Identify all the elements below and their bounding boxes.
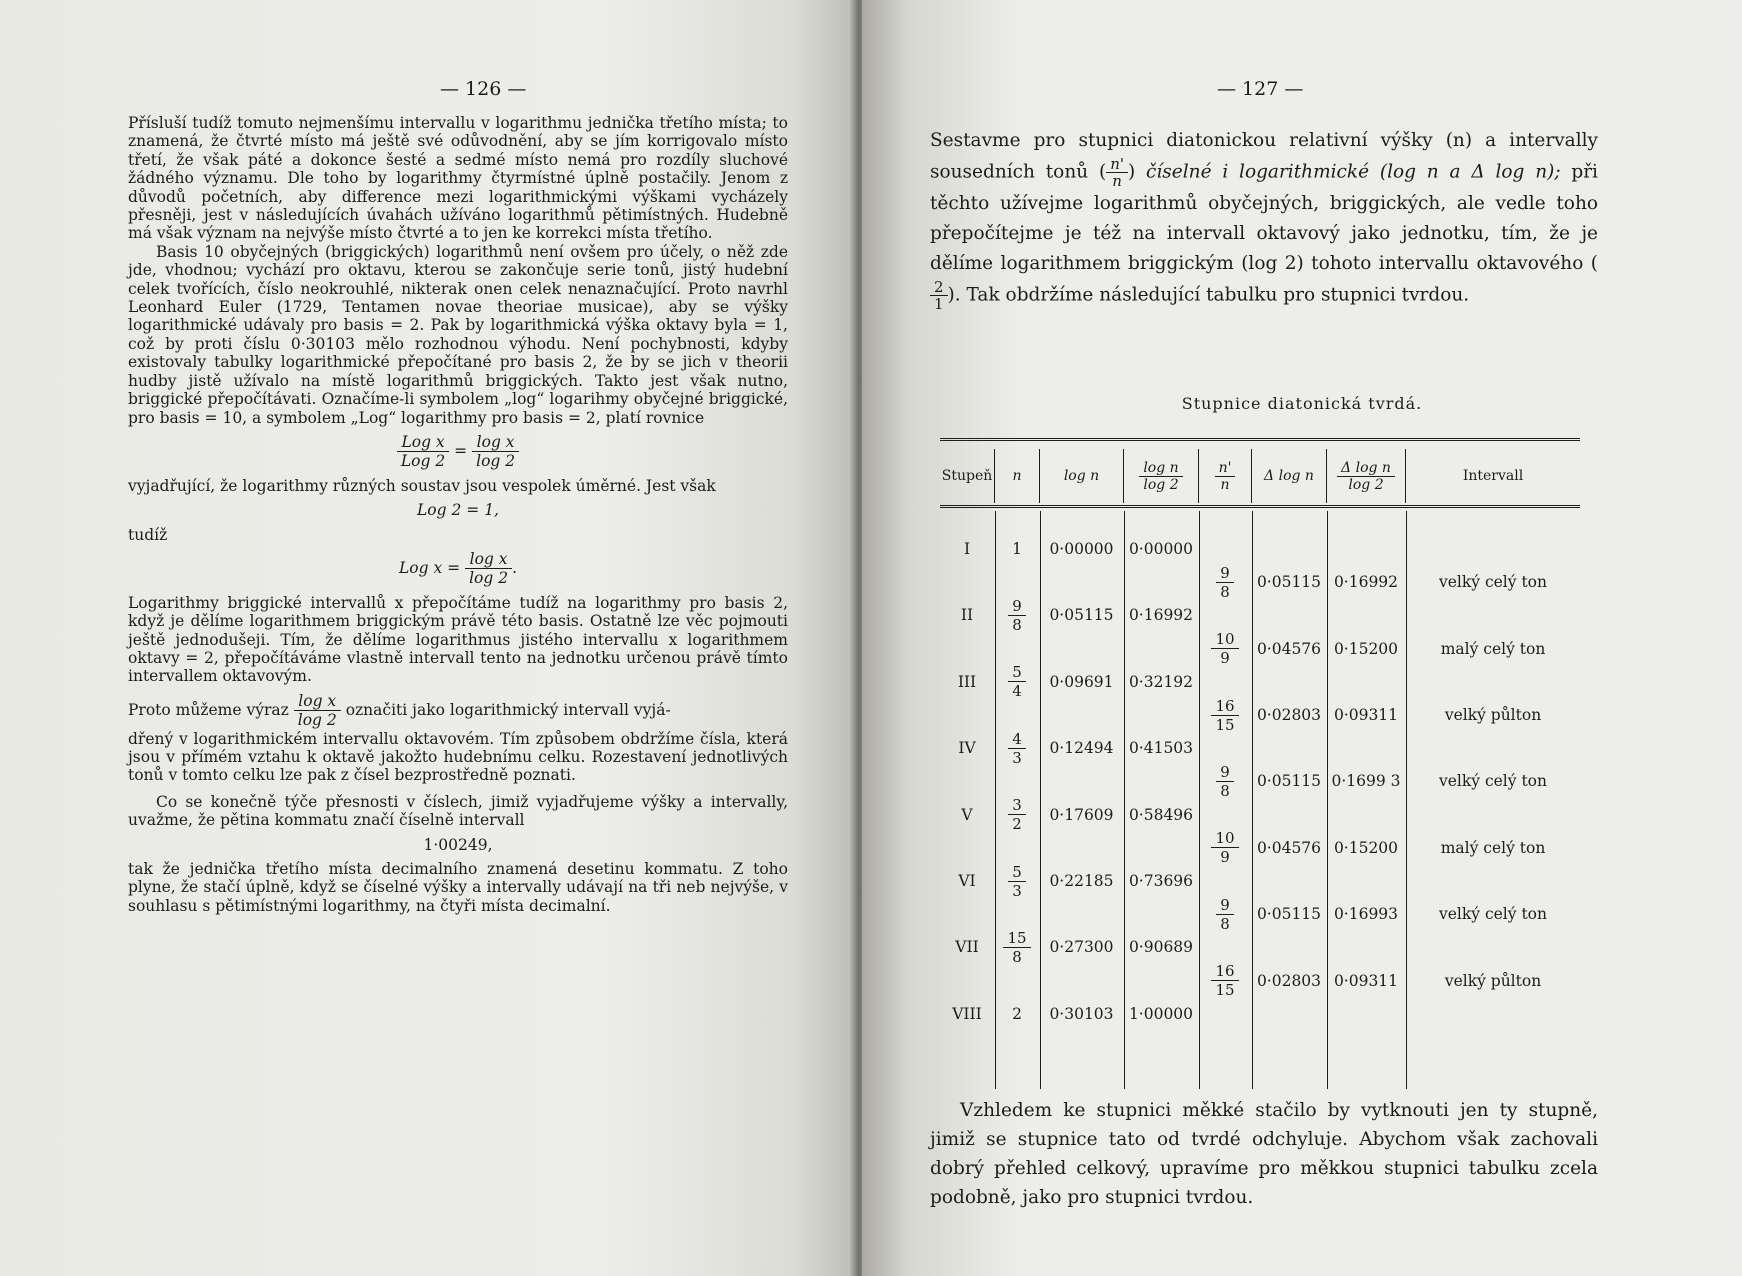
left-page-body <box>128 114 788 915</box>
paragraph: Co se konečně týče přesnosti v číslech, jimiž vyjadřujeme výšky a intervally, uvažme, že pětina kommatu značí číselně intervall <box>128 792 788 830</box>
cell-nprime: $\frac{10}{9}$ <box>1199 826 1251 870</box>
header-rule <box>940 505 1580 508</box>
cell-logn: 0·05115 <box>1049 606 1114 625</box>
cell-n: $\frac{5}{4}$ <box>995 660 1039 704</box>
cell-dlogn: 0·05115 <box>1256 905 1322 924</box>
cell-ratio: 0·90689 <box>1128 938 1194 957</box>
equation-log2: Log 2 = 1, <box>417 501 499 520</box>
cell-logn: 0·27300 <box>1049 938 1114 957</box>
cell-nprime: $\frac{9}{8}$ <box>1199 892 1251 936</box>
cell-interval: velký celý ton <box>1438 772 1547 791</box>
cell-nprime: $\frac{16}{15}$ <box>1199 959 1251 1003</box>
cell-ratio: 0·58496 <box>1128 805 1194 824</box>
cell-ratio: 0·16992 <box>1128 606 1194 625</box>
cell-n: 2 <box>1012 1004 1022 1023</box>
cell-stupen: VI <box>958 872 976 890</box>
cell-dlogn: 0·02803 <box>1256 706 1322 724</box>
paragraph: dřený v logarithmickém intervallu oktavovém. Tím způsobem obdržíme čísla, která jsou v přímém vztahu k oktavě jakožto hudebnímu celku. Rozestavení jednotlivých tonů v tomto celku lze pak z čísel bezprostředně poznati. <box>128 729 788 785</box>
header-logn: log n <box>1040 449 1124 503</box>
header-ratio: $\frac{\text{log n}}{\log 2}$ <box>1124 449 1199 503</box>
cell-ratio: 0·41503 <box>1128 739 1194 758</box>
cell-interval: velký celý ton <box>1438 905 1547 924</box>
header-nprime: $\frac{n'}{n}$ <box>1199 449 1252 503</box>
cell-stupen: II <box>960 606 974 625</box>
cell-n: $\frac{3}{2}$ <box>995 793 1039 837</box>
cell-dratio: 0·16992 <box>1333 573 1399 592</box>
cell-nprime: $\frac{16}{15}$ <box>1199 693 1251 737</box>
header-stupen: Stupeň <box>940 449 995 503</box>
header-n: n <box>995 449 1040 503</box>
fraction: $\frac{\text{Log x}}{\text{Log 2}}$ <box>397 433 449 471</box>
cell-interval: malý celý ton <box>1440 838 1546 857</box>
cell-logn: 0·30103 <box>1049 1004 1114 1023</box>
cell-dlogn: 0·05115 <box>1256 573 1322 592</box>
cell-interval: velký celý ton <box>1438 573 1547 592</box>
cell-n: $\frac{15}{8}$ <box>995 925 1039 969</box>
paragraph: Sestavme pro stupnici diatonickou relativní výšky (n) a intervally sousedních tonů ( $\frac{n'}{n}$ ) číselné i logarithmické (log n a Δ log n); při těchto užívejme logarithmů obyčejných, briggických, ale vedle toho přepočítejme je též na intervall oktavový jako jednotku, tím, že je dělíme logarithmem briggickým (log 2) tohoto intervallu oktavového ( $\frac{2}{1}$ ). Tak obdržíme následující tabulku pro stupnici tvrdou. <box>930 130 1598 313</box>
cell-logn: 0·22185 <box>1049 872 1114 890</box>
right-page <box>862 0 1742 1276</box>
header-dlogn: Δ log n <box>1252 449 1327 503</box>
header-dratio: $\frac{\text{Δ log n}}{\log 2}$ <box>1327 449 1406 503</box>
cell-n: $\frac{4}{3}$ <box>995 726 1039 770</box>
equation-logx: Log x = $\frac{\text{log x}}{\log 2}$ . <box>398 549 517 588</box>
cell-nprime: $\frac{9}{8}$ <box>1199 560 1251 604</box>
left-page <box>0 0 862 1276</box>
cell-n: $\frac{9}{8}$ <box>995 593 1039 637</box>
cell-dratio: 0·1699 3 <box>1331 772 1401 791</box>
cell-ratio: 0·00000 <box>1128 540 1194 558</box>
paragraph: Logarithmy briggické intervallů x přepočítáme tudíž na logarithmy pro basis 2, když je dělíme logarithmem briggickým právě této basis. Ostatně lze věc pojmouti ještě jednodušeji. Tím, že dělíme logarithmus jistého intervallu x logarithmem oktavy = 2, přepočítáváme vlastně intervall tento na jednotku určenou právě tímto intervallem oktavovým. <box>128 593 788 686</box>
paragraph-line: Proto můžeme výraz $\frac{\text{log x}}{\log 2}$ označiti jako logarithmický intervall vyjá- <box>128 691 671 730</box>
scale-table <box>940 438 1580 1089</box>
cell-interval: velký půlton <box>1444 971 1542 990</box>
cell-dlogn: 0·04576 <box>1256 639 1322 658</box>
cell-logn: 0·00000 <box>1049 540 1114 558</box>
fraction: $\frac{2}{1}$ <box>930 279 948 312</box>
cell-stupen: IV <box>958 739 976 758</box>
cell-stupen: V <box>961 805 973 824</box>
paragraph: Přísluší tudíž tomuto nejmenšímu intervallu v logarithmu jednička třetího místa; to znamená, že čtvrté místo má ještě své odůvodnění, aby se jím korrigovalo místo třetí, že však páté a dokonce šesté a sedmé místo nemá pro rozdíly sluchové žádného významu. Dle toho by logarithmy čtyrmístné úplně postačily. Jenom z důvodů početních, aby difference mezi logarithmickými výškami vycházely přesněji, jest v následujících úvahách užíváno logarithmů pětimístných. Hudebně má však význam na nejvýše místo čtvrté a to jen ke korrekci místa třetího. <box>128 114 788 243</box>
cell-interval: malý celý ton <box>1440 639 1546 658</box>
cell-dratio: 0·15200 <box>1333 639 1399 658</box>
cell-stupen: VIII <box>952 1004 982 1023</box>
cell-dratio: 0·09311 <box>1333 971 1399 990</box>
cell-dratio: 0·16993 <box>1333 905 1399 924</box>
closing-paragraph: Vzhledem ke stupnici měkké stačilo by vytknouti jen ty stupně, jimiž se stupnice tato od tvrdé odchyluje. Abychom však zachovali dobrý přehled celkový, upravíme pro měkkou stupnici tabulku zcela podobně, jako pro stupnici tvrdou. <box>930 1100 1598 1208</box>
cell-dratio: 0·15200 <box>1333 838 1399 857</box>
cell-logn: 0·09691 <box>1049 672 1114 691</box>
cell-dlogn: 0·02803 <box>1256 971 1322 990</box>
cell-logn: 0·17609 <box>1049 805 1114 824</box>
cell-n: 1 <box>1012 540 1022 558</box>
page-number-left: — 126 — <box>440 78 527 100</box>
cell-dlogn: 0·05115 <box>1256 772 1322 791</box>
cell-dratio: 0·09311 <box>1333 706 1399 724</box>
paragraph: Basis 10 obyčejných (briggických) logarithmů není ovšem pro účely, o něž zde jde, vhodnou; vychází pro oktavu, kterou se zakončuje serie tonů, jistý hudební celek tvořících, číslo neokrouhlé, nikterak onen celek nenaznačující. Proto navrhl Leonhard Euler (1729, Tentamen novae theoriae musicae), aby se výšky logarithmické udávaly pro basis = 2. Pak by logarithmická výška oktavy byla = 1, což by proti číslu 0·30103 mělo rozhodnou výhodu. Není pochybnosti, kdyby existovaly tabulky logarithmické přepočítané pro basis 2, že by se jich v theorii hudby jistě užívalo na místě logarithmů briggických. Takto jest však nutno, briggické přepočítávati. Označíme-li symbolem „log“ logarihmy obyčejné briggické, pro basis = 10, a symbolem „Log“ logarithmy pro basis = 2, platí rovnice <box>128 242 788 427</box>
cell-ratio: 0·32192 <box>1128 672 1194 691</box>
cell-stupen: I <box>963 540 971 558</box>
cell-stupen: VII <box>955 938 979 957</box>
paragraph: vyjadřující, že logarithmy různých soustav jsou vespolek úměrné. Jest však <box>128 476 716 495</box>
fraction: $\frac{\text{log x}}{\log 2}$ <box>465 550 512 588</box>
table-caption: Stupnice diatonická tvrdá. <box>1181 394 1423 413</box>
paragraph: tak že jednička třetího místa decimalního znamená desetinu kommatu. Z toho plyne, že stačí úplně, když se číselné výšky a intervally udávají na tři neb nejvýše, v souhlasu s pětimístnými logarithmy, na čtyři místa decimalní. <box>128 860 788 915</box>
cell-ratio: 0·73696 <box>1128 872 1194 890</box>
cell-stupen: III <box>957 672 977 691</box>
fraction: $\frac{\text{log x}}{\log 2}$ <box>294 692 341 730</box>
cell-logn: 0·12494 <box>1049 739 1114 758</box>
cell-dlogn: 0·04576 <box>1256 838 1322 857</box>
cell-n: $\frac{5}{3}$ <box>995 859 1039 903</box>
fraction: $\frac{n'}{n}$ <box>1106 156 1128 189</box>
cell-interval: velký půlton <box>1444 706 1542 724</box>
tudiz-label: tudíž <box>128 525 168 544</box>
cell-nprime: $\frac{10}{9}$ <box>1199 627 1251 671</box>
page-number-right: — 127 — <box>1217 78 1304 100</box>
cell-nprime: $\frac{9}{8}$ <box>1199 759 1251 803</box>
header-interval: Intervall <box>1462 468 1524 484</box>
equation-interval: 1·00249, <box>423 835 493 854</box>
fraction: $\frac{\text{log x}}{\log 2}$ <box>472 433 519 471</box>
equation-log-ratio <box>128 433 788 471</box>
equals-sign: = <box>454 441 468 460</box>
cell-ratio: 1·00000 <box>1128 1004 1194 1023</box>
right-page-body <box>930 126 1598 312</box>
